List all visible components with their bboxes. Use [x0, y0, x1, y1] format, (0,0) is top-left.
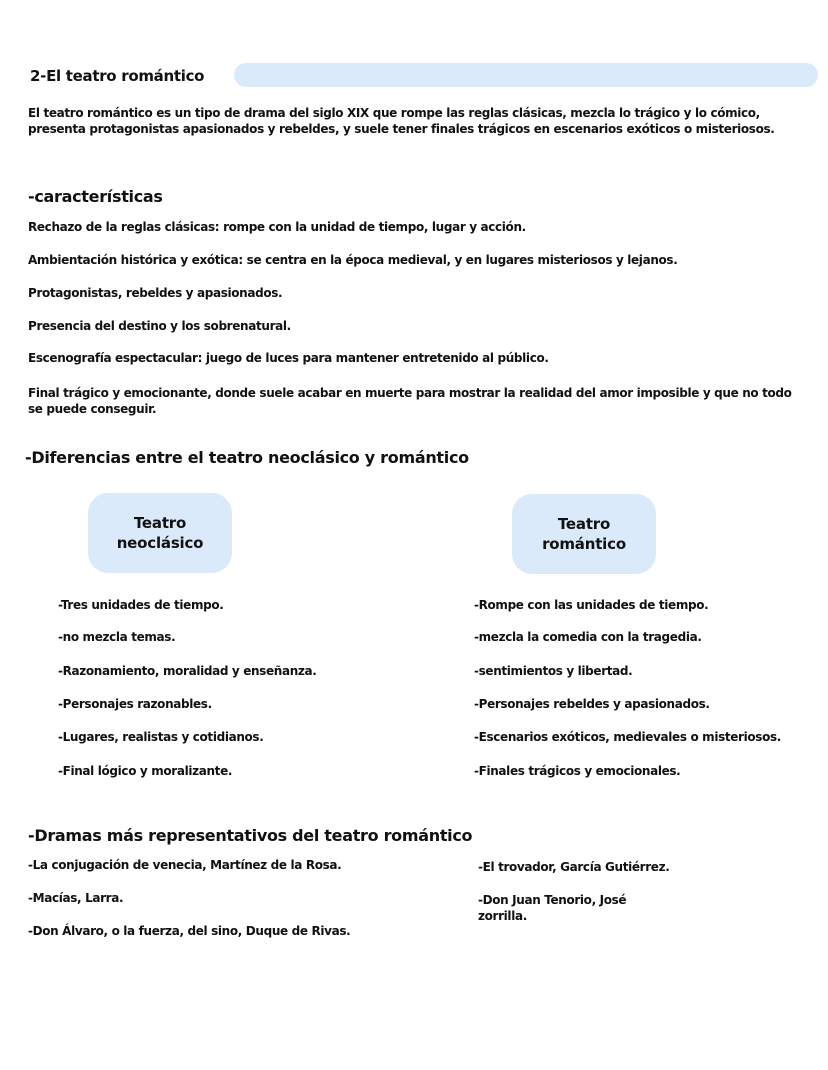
- drama-item: -Macías, Larra.: [28, 891, 124, 905]
- romantic-theatre-box: [512, 494, 656, 574]
- characteristic-item: Escenografía espectacular: juego de luces para mantener entretenido al público.: [28, 351, 549, 365]
- box-title-line: Teatro: [557, 515, 611, 533]
- drama-item: -La conjugación de venecia, Martínez de la Rosa.: [28, 858, 342, 872]
- neoclassical-item: -Lugares, realistas y cotidianos.: [58, 730, 264, 744]
- neoclassical-item: -Final lógico y moralizante.: [58, 764, 233, 778]
- characteristic-item: Ambientación histórica y exótica: se centra en la época medieval, y en lugares misteriosos y lejanos.: [28, 253, 678, 267]
- characteristic-item: Rechazo de la reglas clásicas: rompe con la unidad de tiempo, lugar y acción.: [28, 220, 526, 234]
- neoclassical-item: -Personajes razonables.: [58, 697, 212, 711]
- box-title-line: Teatro: [133, 514, 187, 532]
- section-title: 2-El teatro romántico: [30, 67, 205, 85]
- romantic-item: -Escenarios exóticos, medievales o misteriosos.: [474, 730, 781, 744]
- box-title-line: romántico: [542, 535, 626, 553]
- drama-item: -Don Juan Tenorio, José zorrilla.: [478, 893, 627, 923]
- dramas-heading: -Dramas más representativos del teatro romántico: [28, 826, 473, 845]
- characteristics-heading: -características: [28, 187, 163, 206]
- neoclassical-item: -Razonamiento, moralidad y enseñanza.: [58, 664, 317, 678]
- romantic-item: -Finales trágicos y emocionales.: [474, 764, 681, 778]
- neoclassical-theatre-box: [88, 493, 232, 573]
- characteristic-item: Protagonistas, rebeldes y apasionados.: [28, 286, 283, 300]
- intro-paragraph: El teatro romántico es un tipo de drama del siglo XIX que rompe las reglas clásicas, mezcla lo trágico y lo cómico, presenta protagonistas apasionados y rebeldes, y suele tener finales trágicos en escenarios exóticos o misteriosos.: [28, 106, 775, 136]
- characteristic-item: Final trágico y emocionante, donde suele acabar en muerte para mostrar la realidad del amor imposible y que no todo se puede conseguir.: [28, 386, 792, 416]
- characteristic-item: Presencia del destino y los sobrenatural.: [28, 319, 291, 333]
- neoclassical-item: -no mezcla temas.: [58, 630, 176, 644]
- drama-item: -Don Álvaro, o la fuerza, del sino, Duque de Rivas.: [28, 924, 351, 938]
- neoclassical-item: -Tres unidades de tiempo.: [58, 598, 224, 612]
- drama-item: -El trovador, García Gutiérrez.: [478, 860, 670, 874]
- title-banner-decoration: [234, 63, 818, 87]
- differences-heading: -Diferencias entre el teatro neoclásico y romántico: [25, 448, 469, 467]
- romantic-item: -Rompe con las unidades de tiempo.: [474, 598, 709, 612]
- romantic-item: -mezcla la comedia con la tragedia.: [474, 630, 702, 644]
- romantic-item: -sentimientos y libertad.: [474, 664, 633, 678]
- box-title-line: neoclásico: [116, 534, 204, 552]
- romantic-item: -Personajes rebeldes y apasionados.: [474, 697, 710, 711]
